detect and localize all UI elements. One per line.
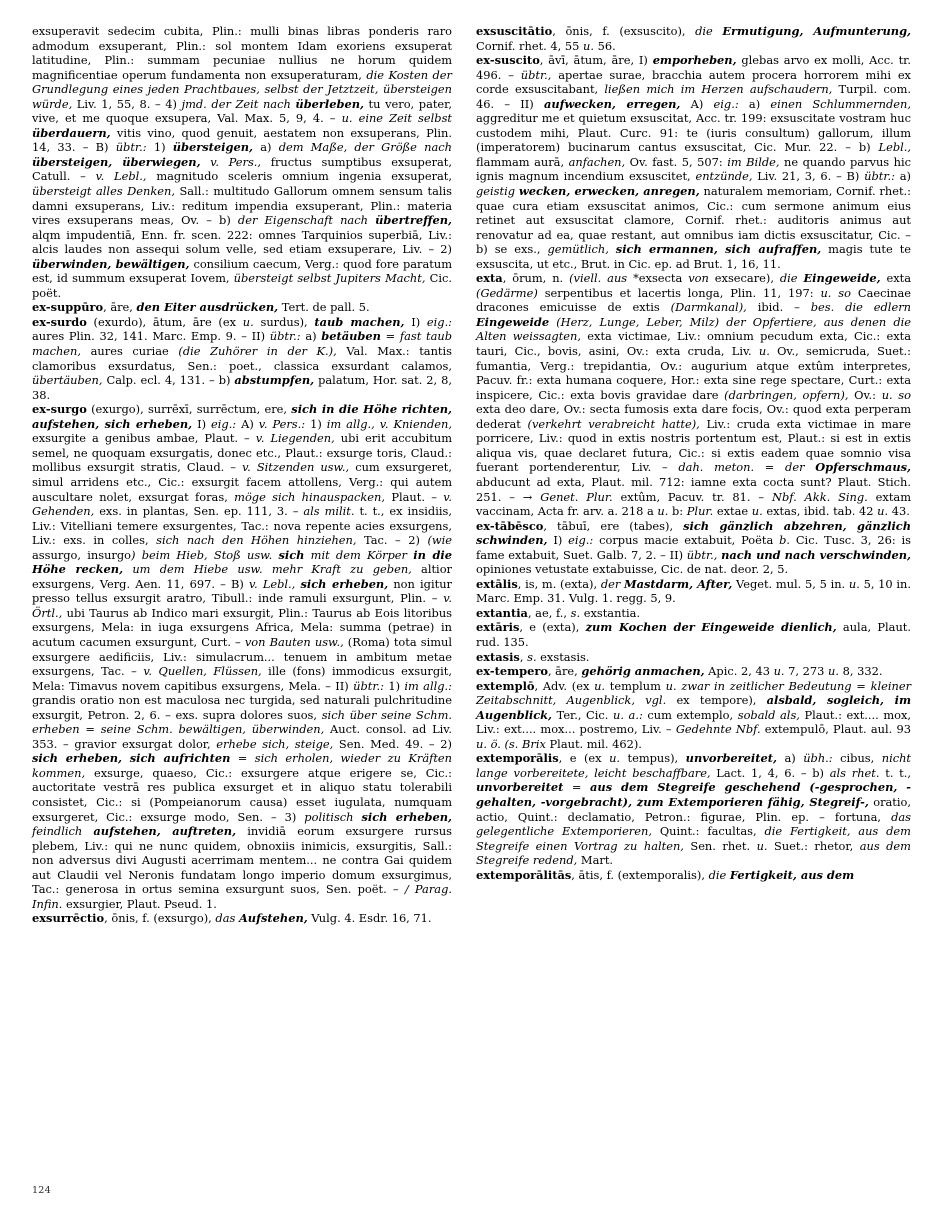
- dictionary-entry: extantia, ae, f., s. exstantia.: [476, 605, 641, 620]
- dictionary-entry: ex-tempero, āre, gehörig anmachen, Apic. 2, 43 u. 7, 273 u. 8, 332.: [476, 664, 883, 679]
- dictionary-entry: extasis, s. exstasis.: [476, 649, 590, 664]
- dictionary-entry: exta, ōrum, n. (viell. aus *exsecta von exsecare), die Eingeweide, exta (Gedärme) serpentibus et lacertis longa, Plin. 11, 197: u. so Caecinae dracones emicuisse de extis (Darmkanal), ibid. – bes. die edlern Eingeweide (Herz, Lunge, Leber, Milz) der Opfertiere, aus denen die Alten weissagten, exta victimae, Liv.: omnium pecudum exta, Cic.: exta tauri, Cic., bovis, asini, Ov.: exta cruda, Liv. u. Ov., semicruda, Suet.: fumantia, Verg.: trepidantia, Ov.: augurium atque extûm interpretes, Pacuv. fr.: exta humana coquere, Hor.: exta sine rege spectare, Curt.: exta inspicere, Cic.: exta bovis gravidae dare (darbringen, opfern), Ov.: u. so exta deo dare, Ov.: secta fumosis exta dare focis, Ov.: quod exta perperam dederat (verkehrt verabreicht hatte), Liv.: cruda exta victimae in mare porricere, Liv.: quod in extis nostris portentum est, Plaut.: si est in extis aliqua vis, quae declaret futura, Cic.: si extis eadem quae somnio visa fuerant portenderentur, Liv. – dah. meton. = der Opferschmaus, abducunt ad exta, Plaut. mil. 712: iamne exta cocta sunt? Plaut. Stich. 251. – → Genet. Plur. extûm, Pacuv. tr. 81. – Nbf. Akk. Sing. extam vaccinam, Acta fr. arv. a. 218 a u. b: Plur. extae u. extas, ibid. tab. 42 u. 43.: [476, 271, 912, 519]
- dictionary-entry: extemporālitās, ātis, f. (extemporalis), die Fertigkeit, aus dem: [476, 867, 855, 882]
- dictionary-entry: extālis, is, m. (exta), der Mastdarm, After, Veget. mul. 5, 5 in. u. 5, 10 in. Marc. Emp. 31. Vulg. 1. regg. 5, 9.: [476, 576, 911, 606]
- left-column: [32, 24, 452, 926]
- two-column-layout: [32, 24, 912, 926]
- dictionary-entry: ex-tābēsco, tābuī, ere (tabes), sich gänzlich abzehren, gänzlich schwinden, I) eig.: corpus macie extabuit, Poëta b. Cic. Tusc. 3, 26: is fame extabuit, Suet. Galb. 7, 2. – II) übtr., nach und nach verschwinden, opiniones vetustate extabuisse, Cic. de nat. deor. 2, 5.: [476, 518, 911, 577]
- dictionary-entry: ex-suppūro, āre, den Eiter ausdrücken, Tert. de pall. 5.: [32, 300, 370, 315]
- dictionary-entry: ex-surgo (exurgo), surrēxī, surrēctum, ere, sich in die Höhe richten, aufstehen, sich erheben, I) eig.: A) v. Pers.: 1) im allg., v. Knienden, exsurgite a genibus ambae, Plaut. – v. Liegenden, ubi erit accubitum semel, ne quoquam exsurgatis, donec etc., Plaut.: exsurge toris, Claud.: mollibus exsurgit stratis, Claud. – v. Sitzenden usw., cum exsurgeret, simul arridens etc., Cic.: exsurgit facem attollens, Verg.: qui autem auscultare nolet, exsurgat foras, möge sich hinauspacken, Plaut. – v. Gehenden, exs. in plantas, Sen. ep. 111, 3. – als milit. t. t., ex insidiis, Liv.: Vitelliani temere exsurgentes, Tac.: nova repente acies exsurgens, Liv.: exs. in colles, sich nach den Höhen hinziehen, Tac. – 2) (wie assurgo, insurgo) beim Hieb, Stoß usw. sich mit dem Körper in die Höhe recken, um dem Hiebe usw. mehr Kraft zu geben, altior exsurgens, Verg. Aen. 11, 697. – B) v. Lebl., sich erheben, non igitur presso tellus exsurgit aratro, Tibull.: inde ramuli exsurgunt, Plin. – v. Örtl., ubi Taurus ab Indico mari exsurgit, Plin.: Taurus ab Eois litoribus exsurgens, Mela: in iuga exsurgens Africa, Mela: summa (petrae) in acutum cacumen exsurgunt, Curt. – von Bauten usw., (Roma) tota simul exsurgere aedificiis, Liv.: simulacrum... tenuem in ambitum metae exsurgens, Tac. – v. Quellen, Flüssen, ille (fons) immodicus exsurgit, Mela: Timavus novem capitibus exsurgens, Mela. – II) übtr.: 1) im allg.: grandis oratio non est maculosa nec turgida, sed naturali pulchritudine exsurgit, Petron. 2, 6. – exs. supra dolores suos, sich über seine Schm. erheben = seine Schm. bewältigen, überwinden, Auct. consol. ad Liv. 353. – gravior exsurgat dolor, erhebe sich, steige, Sen. Med. 49. – 2) sich erheben, sich aufrichten = sich erholen, wieder zu Kräften kommen, exsurge, quaeso, Cic.: exsurgere atque erigere se, Cic.: auctoritate vestrā res publica exsurget et in aliquo statu tolerabili consistet, Cic.: si (Pompeianorum causa) esset iugulata, numquam exsurgeret, Cic.: exsurge modo, Sen. – 3) politisch sich erheben, feindlich aufstehen, auftreten, invidiā eorum exsurgere rursus plebem, Liv.: qui ne nunc quidem, obnoxiis inimicis, exsurgitis, Sall.: non adversus divi Augusti acerrimam mentem... ne contra Gai quidem aut Claudii vel Neronis fundatam longo imperio domum exsurgimus, Tac.: generosa in ortus semina exsurgunt suos, Sen. poët. – / Parag. Infin. exsurgier, Plaut. Pseud. 1.: [32, 402, 453, 911]
- dictionary-entry: extemporālis, e (ex u. tempus), unvorbereitet, a) übh.: cibus, nicht lange vorbereitete, leicht beschaffbare, Lact. 1, 4, 6. – b) als rhet. t. t., unvorbereitet = aus dem Stegreife geschehend (-gesprochen, -gehalten, -vorgebracht), zum Extemporieren fähig, Stegreif-, oratio, actio, Quint.: declamatio, Petron.: figurae, Plin. ep. – fortuna, das gelegentliche Extemporieren, Quint.: facultas, die Fertigkeit, aus dem Stegreife einen Vortrag zu halten, Sen. rhet. u. Suet.: rhetor, aus dem Stegreife redend, Mart.: [476, 751, 912, 868]
- page-number: 124: [32, 1185, 51, 1196]
- dictionary-entry: exsuscitātio, ōnis, f. (exsuscito), die Ermutigung, Aufmunterung, Cornif. rhet. 4, 55 u. 56.: [476, 24, 912, 53]
- dictionary-entry: extāris, e (exta), zum Kochen der Eingeweide dienlich, aula, Plaut. rud. 135.: [476, 620, 911, 649]
- dictionary-entry: ex-surdo (exurdo), ātum, āre (ex u. surdus), taub machen, I) eig.: aures Plin. 32, 141. Marc. Emp. 9. – II) übtr.: a) betäuben = fast taub machen, aures curiae (die Zuhörer in der K.), Val. Max.: tantis clamoribus exsurdatus, Sen.: poet., classica exsurdant calamos, übertäuben, Calp. ecl. 4, 131. – b) abstumpfen, palatum, Hor. sat. 2, 8, 38.: [32, 314, 453, 402]
- dictionary-entry: extemplō, Adv. (ex u. templum u. zwar in zeitlicher Bedeutung = kleiner Zeitabschnitt, Augenblick, vgl. ex tempore), alsbald, sogleich, im Augenblick, Ter., Cic. u. a.: cum extemplo, sobald als, Plaut.: ext.... mox, Liv.: ext.... mox... postremo, Liv. – Gedehnte Nbf. extempulō, Plaut. aul. 93 u. ö. (s. Brix Plaut. mil. 462).: [476, 678, 912, 751]
- dictionary-entry: exsurrēctio, ōnis, f. (exsurgo), das Aufstehen, Vulg. 4. Esdr. 16, 71.: [32, 911, 432, 926]
- dictionary-entry: exsuperavit sedecim cubita, Plin.: mulli binas libras ponderis raro admodum exsuperant, Plin.: sol montem Idam exoriens exsuperat latitudine, Plin.: summam pecuniae nullius ne horum quidem magnificentiae operum fundamenta non exsuperaturam, die Kosten der Grundlegung eines jeden Prachtbaues, selbst der Jetztzeit, übersteigen würde, Liv. 1, 55, 8. – 4) jmd. der Zeit nach überleben, tu vero, pater, vive, et me quoque exsupera, Val. Max. 5, 9, 4. – u. eine Zeit selbst überdauern, vitis vino, quod genuit, aestatem non exsuperans, Plin. 14, 33. – B) übtr.: 1) übersteigen, a) dem Maße, der Größe nach übersteigen, überwiegen, v. Pers., fructus sumptibus exsuperat, Catull. – v. Lebl., magnitudo sceleris omnium ingenia exsuperat, übersteigt alles Denken, Sall.: multitudo Gallorum omnem sensum talis damni exsuperans, Liv.: reditum impendia exsuperant, Plin.: materia vires exsuperans meas, Ov. – b) der Eigenschaft nach übertreffen, alqm impudentiā, Enn. fr. scen. 222: omnes Tarquinios superbiā, Liv.: alcis laudes non assequi solum velle, sed etiam exsuperare, Liv. – 2) überwinden, bewältigen, consilium caecum, Verg.: quod fore paratum est, id summum exsuperat Iovem, übersteigt selbst Jupiters Macht, Cic. poët.: [32, 24, 453, 300]
- dictionary-entry: ex-suscito, āvī, ātum, āre, I) emporheben, glebas arvo ex molli, Acc. tr. 496. – übtr., apertae surae, bracchia autem procera horrorem mihi ex corde exsuscitabant, ließen mich im Herzen aufschaudern, Turpil. com. 46. – II) aufwecken, erregen, A) eig.: a) einen Schlummernden, aggreditur me et quietum exsuscitat, Acc. tr. 199: exsuscitate vostram huc custodem mihi, Plaut. Curc. 91: te (iuris consultum) gallorum, illum (imperatorem) bucinarum cantus exsuscitat, Cic. Mur. 22. – b) Lebl., flammam aurā, anfachen, Ov. fast. 5, 507: im Bilde, ne quando parvus hic ignis magnum incendium exsuscitet, entzünde, Liv. 21, 3, 6. – B) übtr.: a) geistig wecken, erwecken, anregen, naturalem memoriam, Cornif. rhet.: quae cura etiam exsuscitat animos, Cic.: cum sermone animum eius retinet aut exsuscitat clamore, Cornif. rhet.: auditoris animus aut renovatur ad ea, quae restant, aut omnibus iam dictis exsuscitatur, Cic. – b) se exs., gemütlich, sich ermannen, sich aufraffen, magis tute te exsuscita, ut etc., Brut. in Cic. ep. ad Brut. 1, 16, 11.: [476, 53, 912, 271]
- right-column: [476, 24, 911, 882]
